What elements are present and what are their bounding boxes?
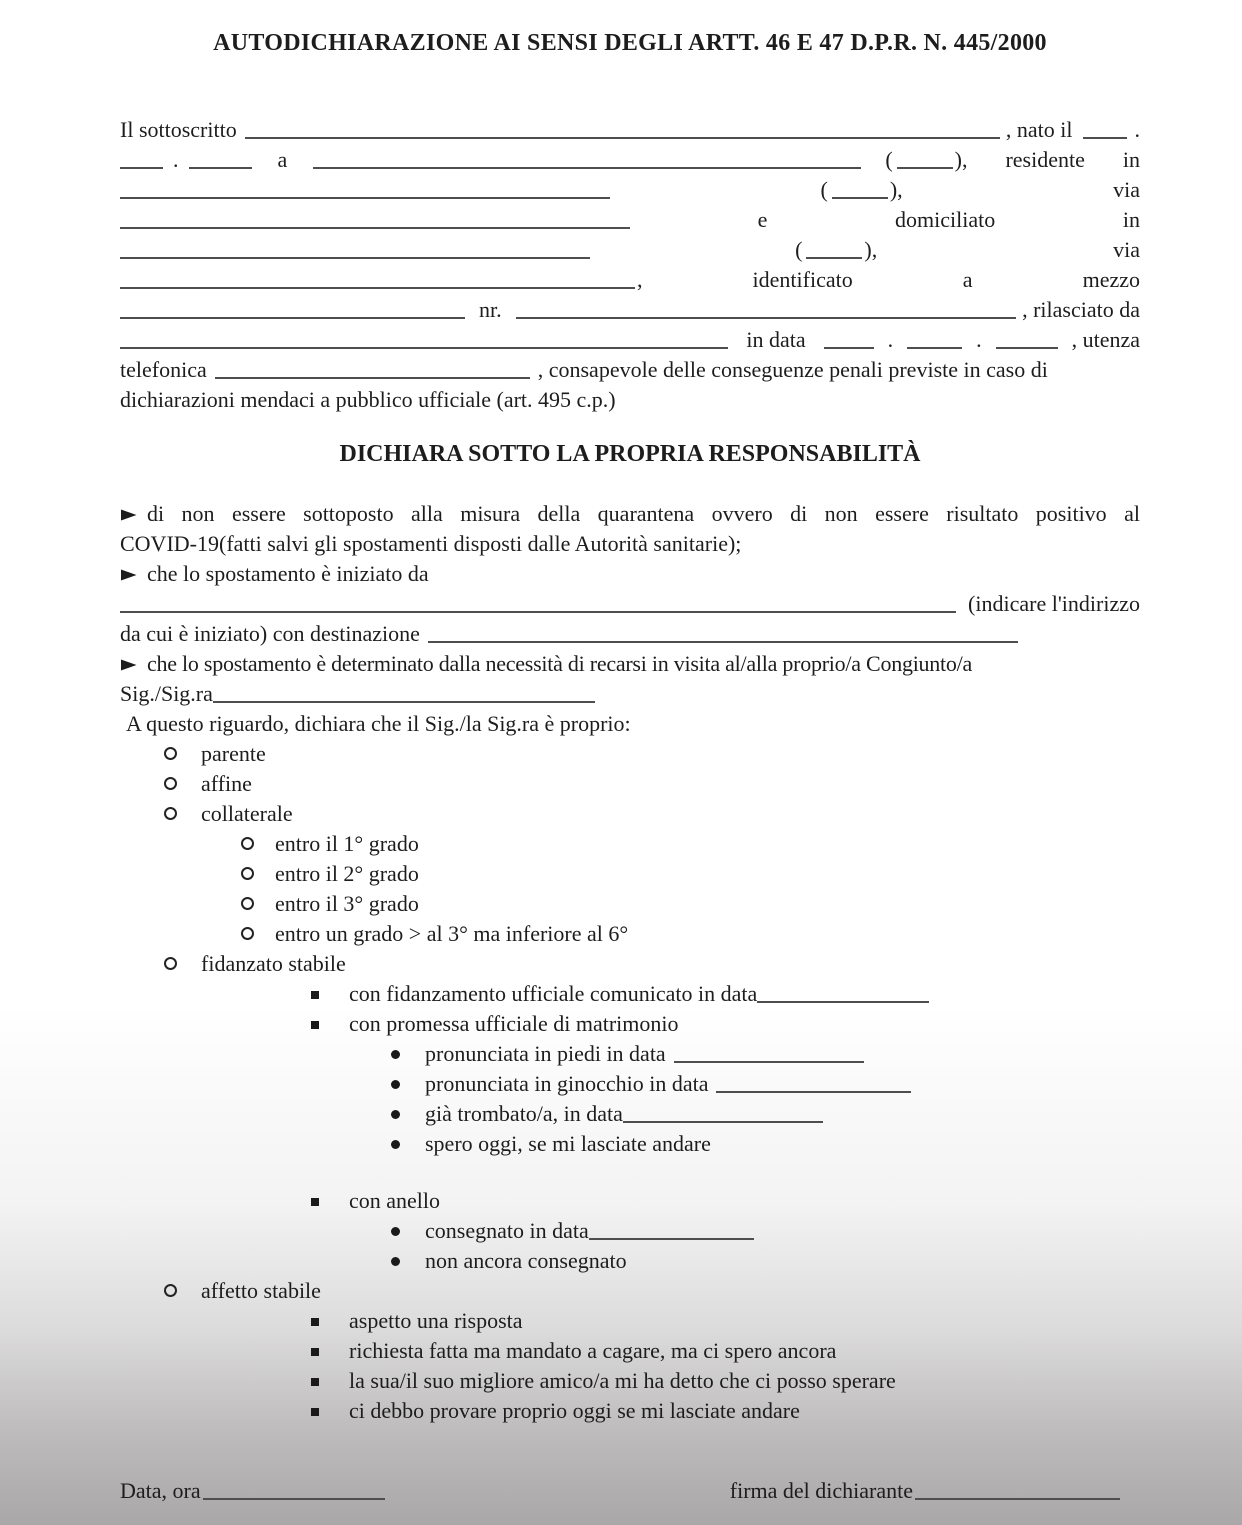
item-label: aspetto una risposta: [349, 1308, 523, 1333]
item-label: affetto stabile: [201, 1278, 321, 1303]
origin-text: che lo spostamento è iniziato da: [147, 561, 429, 586]
paren-close: ),: [889, 177, 903, 202]
item-label: la sua/il suo migliore amico/a mi ha detto che ci posso sperare: [349, 1368, 896, 1393]
paren-close: ),: [864, 237, 878, 262]
date-field: [757, 987, 929, 1003]
checklist-item-debbo-provare: [120, 1396, 1140, 1426]
date-separator: .: [173, 147, 179, 172]
reason-declaration: [120, 649, 1140, 679]
checklist-item-con-anello: [120, 1186, 1140, 1216]
checklist-item-fidanzamento-ufficiale: [120, 979, 1140, 1009]
checklist-item-richiesta-fatta: [120, 1336, 1140, 1366]
checklist-item-spero-oggi: [120, 1129, 1140, 1159]
residence-street-field: [120, 213, 630, 229]
declaration-heading: DICHIARA SOTTO LA PROPRIA RESPONSABILITÀ: [339, 441, 921, 467]
and-label: e: [757, 207, 768, 232]
checklist-item-aspetto-risposta: [120, 1306, 1140, 1336]
in-label: in: [1122, 147, 1140, 172]
square-bullet-icon: [311, 1021, 319, 1029]
paren-open: (: [885, 147, 893, 172]
checklist-item-pronunciata-ginocchio: [120, 1069, 1140, 1099]
item-label: parente: [201, 741, 266, 766]
intro-paragraph: [120, 115, 1140, 415]
checklist-item-collaterale: [120, 799, 1140, 829]
destination-label: da cui è iniziato) con destinazione: [120, 621, 420, 646]
signature-field: [915, 1484, 1120, 1500]
circle-bullet-icon: [241, 837, 254, 850]
quarantine-declaration-line1: [120, 499, 1140, 529]
date-field: [674, 1047, 864, 1063]
checklist-lead: A questo riguardo, dichiara che il Sig./la Sig.ra è proprio:: [126, 711, 631, 736]
checklist-item-grado-3: [120, 889, 1140, 919]
domicile-city-field: [120, 243, 590, 259]
origin-note-text: (indicare l'indirizzo: [968, 591, 1140, 616]
square-bullet-icon: [311, 1348, 319, 1356]
item-label: entro il 3° grado: [275, 891, 419, 916]
date-time-field: [203, 1484, 385, 1500]
item-label: già trombato/a, in data: [425, 1101, 623, 1126]
intro-line-9: [120, 355, 1140, 385]
date-field: [716, 1077, 911, 1093]
square-bullet-icon: [311, 991, 319, 999]
circle-bullet-icon: [164, 747, 177, 760]
item-label: spero oggi, se mi lasciate andare: [425, 1131, 711, 1156]
birth-place-field: [313, 153, 861, 169]
destination-field: [428, 627, 1018, 643]
number-label: nr.: [479, 297, 502, 322]
intro-line-1: [120, 115, 1140, 145]
checklist: [120, 739, 1140, 1426]
date-group: [120, 1478, 385, 1504]
item-label: richiesta fatta ma mandato a cagare, ma ci spero ancora: [349, 1338, 837, 1363]
item-label: pronunciata in piedi in data: [425, 1041, 666, 1066]
item-label: entro un grado > al 3° ma inferiore al 6°: [275, 921, 629, 946]
in-label: in: [1122, 207, 1141, 232]
id-document-number-field: [516, 303, 1016, 319]
fullname-field: [245, 123, 1000, 139]
domicile-street-field: [120, 273, 635, 289]
item-label: collaterale: [201, 801, 293, 826]
intro-line-5: [120, 235, 1140, 265]
item-label: entro il 1° grado: [275, 831, 419, 856]
penal-warning-text: , consapevole delle conseguenze penali previste in caso di: [537, 357, 1048, 382]
checklist-item-parente: [120, 739, 1140, 769]
signature-group: [730, 1478, 1120, 1504]
paren-close: ),: [954, 147, 968, 172]
intro-line-10: dichiarazioni mendaci a pubblico ufficiale (art. 495 c.p.): [120, 387, 616, 412]
reason-text: che lo spostamento è determinato dalla necessità di recarsi in visita al/alla proprio/a Congiunto/a: [147, 651, 973, 676]
date-separator: .: [976, 327, 982, 352]
dot-bullet-icon: [391, 1110, 400, 1119]
street-label: via: [1113, 177, 1141, 202]
checklist-item-pronunciata-piedi: [120, 1039, 1140, 1069]
checklist-item-fidanzato-stabile: [120, 949, 1140, 979]
subscriber-label: Il sottoscritto: [120, 117, 237, 142]
item-label: fidanzato stabile: [201, 951, 346, 976]
date-label: Data, ora: [120, 1478, 201, 1503]
date-separator: .: [887, 327, 894, 352]
declarations-section: [120, 499, 1140, 709]
at-label: a: [277, 147, 288, 172]
square-bullet-icon: [311, 1198, 319, 1206]
dot-bullet-icon: [391, 1227, 400, 1236]
item-label: con promessa ufficiale di matrimonio: [349, 1011, 679, 1036]
means-label: mezzo: [1082, 267, 1140, 292]
intro-line-4: [120, 205, 1140, 235]
document-title: AUTODICHIARAZIONE AI SENSI DEGLI ARTT. 46 E 47 D.P.R. N. 445/2000: [213, 30, 1047, 56]
circle-bullet-icon: [164, 807, 177, 820]
quarantine-declaration-line2: COVID-19(fatti salvi gli spostamenti disposti dalle Autorità sanitarie);: [120, 531, 742, 556]
dot-bullet-icon: [391, 1050, 400, 1059]
person-label: Sig./Sig.ra: [120, 681, 213, 706]
issue-day-field: [824, 333, 874, 349]
issue-month-field: [907, 333, 962, 349]
identified-label: identificato: [752, 267, 853, 292]
issue-year-field: [996, 333, 1058, 349]
date-field: [623, 1107, 823, 1123]
intro-line-7: [120, 295, 1140, 325]
birth-year-field: [189, 153, 252, 169]
arrow-bullet-icon: [120, 568, 138, 582]
origin-address-line: [120, 589, 1140, 619]
phone-label: telefonica: [120, 357, 207, 382]
on-date-label: in data: [746, 327, 806, 352]
domiciled-label: domiciliato: [895, 207, 996, 232]
birth-day-field: [1083, 123, 1127, 139]
intro-line-8: [120, 325, 1140, 355]
signature-footer: [120, 1478, 1140, 1504]
street-label: via: [1113, 237, 1140, 262]
dot-bullet-icon: [391, 1080, 400, 1089]
checklist-item-grado-superiore: [120, 919, 1140, 949]
arrow-bullet-icon: [120, 508, 138, 522]
checklist-item-migliore-amico: [120, 1366, 1140, 1396]
residence-city-field: [120, 183, 610, 199]
origin-declaration: [120, 559, 1140, 589]
id-document-type-field: [120, 303, 465, 319]
dot-bullet-icon: [391, 1257, 400, 1266]
destination-line: [120, 619, 1140, 649]
dot-bullet-icon: [391, 1140, 400, 1149]
arrow-bullet-icon: [120, 658, 138, 672]
checklist-item-affetto-stabile: [120, 1276, 1140, 1306]
by-label: a: [962, 267, 973, 292]
circle-bullet-icon: [241, 867, 254, 880]
checklist-item-grado-2: [120, 859, 1140, 889]
birth-month-field: [120, 153, 163, 169]
signature-label: firma del dichiarante: [729, 1478, 913, 1503]
square-bullet-icon: [311, 1408, 319, 1416]
item-label: non ancora consegnato: [425, 1248, 627, 1273]
circle-bullet-icon: [164, 957, 177, 970]
square-bullet-icon: [311, 1378, 319, 1386]
phone-number-field: [215, 363, 530, 379]
intro-line-2: [120, 145, 1140, 175]
circle-bullet-icon: [241, 927, 254, 940]
circle-bullet-icon: [164, 777, 177, 790]
checklist-item-promessa-matrimonio: [120, 1009, 1140, 1039]
date-field: [589, 1224, 754, 1240]
item-label: affine: [201, 771, 252, 796]
circle-bullet-icon: [241, 897, 254, 910]
domicile-province-field: [806, 243, 862, 259]
resident-label: residente: [1005, 147, 1085, 172]
issued-by-label: , rilasciato da: [1022, 297, 1140, 322]
item-label: ci debbo provare proprio oggi se mi lasciate andare: [349, 1398, 800, 1423]
comma: ,: [637, 267, 643, 292]
checklist-item-gia-trombato: [120, 1099, 1140, 1129]
quarantine-text: di non essere sottoposto alla misura della quarantena ovvero di non essere risultato positivo al: [147, 501, 1140, 526]
origin-address-field: [120, 597, 956, 613]
date-separator: .: [1134, 117, 1140, 142]
born-on-label: , nato il: [1005, 117, 1073, 142]
square-bullet-icon: [311, 1318, 319, 1326]
paren-open: (: [820, 177, 828, 202]
checklist-item-grado-1: [120, 829, 1140, 859]
item-label: con anello: [349, 1188, 441, 1213]
person-line: [120, 679, 1140, 709]
person-name-field: [213, 687, 595, 703]
intro-line-6: [120, 265, 1140, 295]
circle-bullet-icon: [164, 1284, 177, 1297]
checklist-item-non-consegnato: [120, 1246, 1140, 1276]
issuing-authority-field: [120, 333, 728, 349]
intro-line-3: [120, 175, 1140, 205]
checklist-item-affine: [120, 769, 1140, 799]
item-label: pronunciata in ginocchio in data: [425, 1071, 709, 1096]
item-label: entro il 2° grado: [275, 861, 419, 886]
paren-open: (: [795, 237, 803, 262]
phone-lead-label: , utenza: [1071, 327, 1140, 352]
checklist-item-consegnato: [120, 1216, 1140, 1246]
birth-province-field: [897, 153, 953, 169]
item-label: consegnato in data: [425, 1218, 589, 1243]
residence-province-field: [832, 183, 888, 199]
item-label: con fidanzamento ufficiale comunicato in data: [349, 981, 758, 1006]
